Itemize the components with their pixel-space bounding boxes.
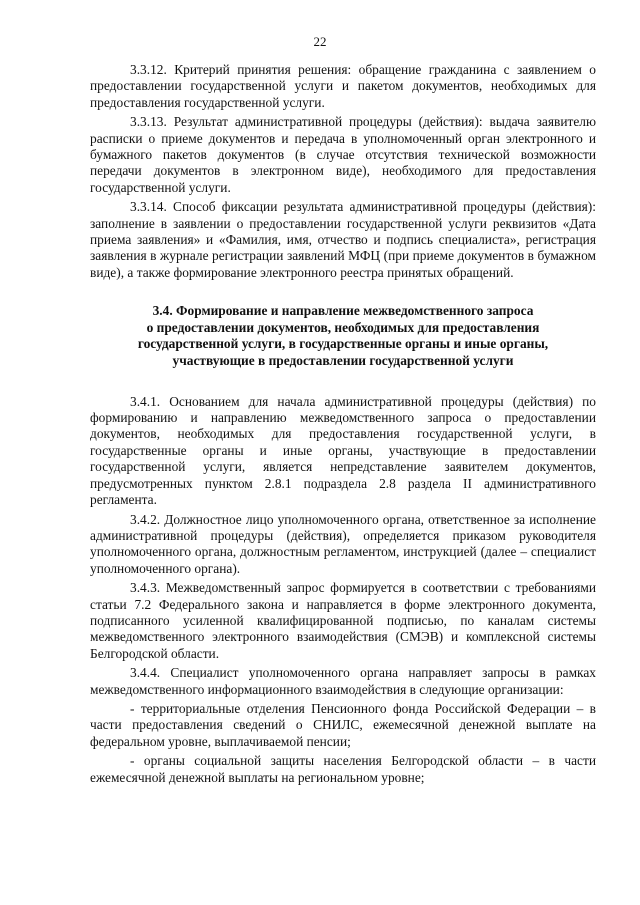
section-heading-line: государственной услуги, в государственные органы и иные органы,: [137, 336, 549, 352]
section-heading-3-4: [90, 303, 596, 369]
section-heading-line: о предоставлении документов, необходимых для предоставления: [146, 319, 540, 335]
list-item-social-protection: - органы социальной защиты населения Белгородской области – в части ежемесячной денежной выплаты на региональном уровне;: [90, 753, 596, 785]
paragraph-3-3-14: 3.3.14. Способ фиксации результата административной процедуры (действия): заполнение в заявлении о предоставлении государственной услуги реквизитов «Дата приема заявления» и «Фамилия, имя, отчество и подпись специалиста», регистрация заявления в журнале регистрации заявлений МФЦ (при приеме документов в бумажном виде), а также формирование электронного реестра принятых обращений.: [90, 199, 596, 280]
paragraph-3-4-2: 3.4.2. Должностное лицо уполномоченного органа, ответственное за исполнение административной процедуры (действия), определяется приказом руководителя уполномоченного органа, должностным регламентом, инструкцией (далее – специалист уполномоченного органа).: [90, 511, 596, 576]
page-number: 22: [313, 34, 327, 49]
document-body: [90, 62, 596, 789]
section-heading-line: 3.4. Формирование и направление межведомственного запроса: [152, 303, 534, 319]
paragraph-3-3-12: 3.3.12. Критерий принятия решения: обращение гражданина с заявлением о предоставлении государственной услуги и пакетом документов, необходимых для предоставления государственной услуги.: [90, 62, 596, 110]
paragraph-3-4-3: 3.4.3. Межведомственный запрос формируется в соответствии с требованиями статьи 7.2 Федерального закона и направляется в форме электронного документа, подписанного усиленной квалифицированной подписью, по каналам системы межведомственного электронного взаимодействия (СМЭВ) и комплексной системы Белгородской области.: [90, 580, 596, 661]
paragraph-3-4-1: 3.4.1. Основанием для начала административной процедуры (действия) по формированию и направлению межведомственного запроса о предоставлении документов, необходимых для предоставления государственной услуги, в государственные органы и иные органы, участвующие в предоставлении государственной услуги, является непредставление заявителем документов, предусмотренных пунктом 2.8.1 подраздела 2.8 раздела II административного регламента.: [90, 393, 596, 508]
list-item-pension-fund: - территориальные отделения Пенсионного фонда Российской Федерации – в части предоставления сведений о СНИЛС, ежемесячной денежной выплате на федеральном уровне, выплачиваемой пенсии;: [90, 700, 596, 749]
paragraph-3-4-4: 3.4.4. Специалист уполномоченного органа направляет запросы в рамках межведомственного информационного взаимодействия в следующие организации:: [90, 665, 596, 697]
section-heading-line: участвующие в предоставлении государственной услуги: [172, 353, 514, 369]
paragraph-3-3-13: 3.3.13. Результат административной процедуры (действия): выдача заявителю расписки о приеме документов и передача в уполномоченный орган электронного и бумажного пакетов документов (в случае отсутствия технической возможности передачи документов в электронном виде), необходимого для предоставления государственной услуги.: [90, 114, 596, 195]
